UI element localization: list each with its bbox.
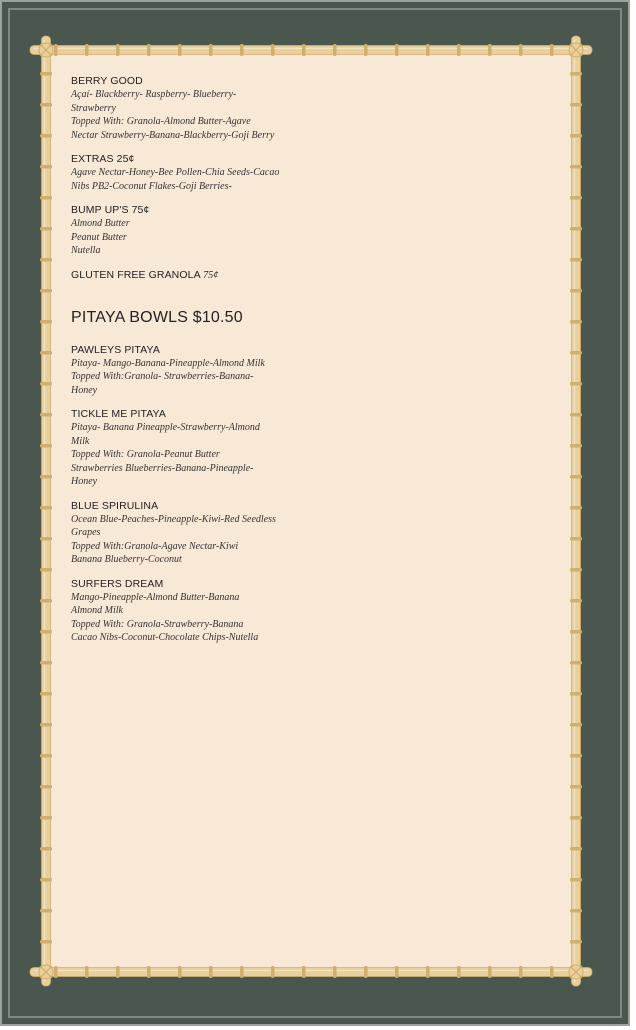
bamboo-node — [570, 413, 582, 417]
bamboo-node — [570, 196, 582, 200]
bamboo-node — [570, 661, 582, 665]
item-desc-line: Strawberry — [71, 102, 116, 114]
bamboo-node — [40, 506, 52, 510]
bamboo-pole-right — [572, 36, 581, 986]
bamboo-node — [457, 966, 461, 978]
bamboo-node — [40, 785, 52, 789]
bamboo-node — [570, 165, 582, 169]
bamboo-node — [271, 966, 275, 978]
item-desc-line: Honey — [71, 384, 98, 396]
bamboo-node — [40, 320, 52, 324]
bamboo-node — [40, 692, 52, 696]
bamboo-node — [54, 44, 58, 56]
bamboo-node — [40, 227, 52, 231]
bamboo-pole-top — [30, 46, 592, 55]
item-desc-line: Strawberries Blueberries-Banana-Pineapple- — [71, 462, 254, 474]
bamboo-node — [40, 568, 52, 572]
bamboo-node — [426, 966, 430, 978]
bamboo-node — [488, 44, 492, 56]
bamboo-node — [333, 44, 337, 56]
item-title: SURFERS DREAM — [71, 577, 164, 590]
bamboo-node — [570, 537, 582, 541]
bamboo-node — [570, 134, 582, 138]
bamboo-node — [570, 506, 582, 510]
bamboo-node — [147, 44, 151, 56]
item-desc-line: Açaí- Blackberry- Raspberry- Blueberry- — [71, 89, 237, 100]
bamboo-node — [333, 966, 337, 978]
bamboo-node — [40, 289, 52, 293]
bamboo-node — [570, 847, 582, 851]
bamboo-pole-left — [42, 36, 51, 986]
menu-item-berry-good — [71, 74, 303, 142]
bamboo-node — [519, 966, 523, 978]
item-title: BERRY GOOD — [71, 75, 143, 87]
bamboo-pole-bottom — [30, 968, 592, 977]
bamboo-node — [570, 227, 582, 231]
item-desc-line: Nutella — [71, 245, 101, 256]
bamboo-node — [570, 103, 582, 107]
bamboo-node — [85, 44, 89, 56]
item-title: EXTRAS 25¢ — [71, 153, 135, 165]
menu-item-gluten-free-granola — [71, 268, 303, 283]
bamboo-node — [54, 966, 58, 978]
bamboo-node — [209, 44, 213, 56]
bamboo-node — [40, 444, 52, 448]
item-desc-line: Topped With: Granola-Almond Butter-Agave — [71, 116, 251, 127]
bamboo-node — [40, 413, 52, 417]
bamboo-node — [488, 966, 492, 978]
bamboo-node — [240, 966, 244, 978]
bamboo-node — [570, 816, 582, 820]
item-desc-line: Grapes — [71, 527, 101, 538]
menu-content — [71, 74, 303, 655]
bamboo-node — [570, 382, 582, 386]
item-title: BUMP UP'S 75¢ — [71, 204, 150, 216]
bamboo-node — [40, 878, 52, 882]
bamboo-node — [570, 568, 582, 572]
bamboo-node — [40, 754, 52, 758]
bamboo-node — [40, 940, 52, 944]
bamboo-node — [570, 723, 582, 727]
item-desc-line: Agave Nectar-Honey-Bee Pollen-Chia Seeds-Cacao — [71, 167, 280, 178]
bamboo-node — [457, 44, 461, 56]
bamboo-node — [116, 44, 120, 56]
item-desc-line: Pitaya- Mango-Banana-Pineapple-Almond Milk — [71, 357, 265, 369]
bamboo-node — [395, 966, 399, 978]
bamboo-node — [570, 785, 582, 789]
item-desc-line: Nibs PB2-Coconut Flakes-Goji Berries- — [71, 180, 232, 192]
item-desc-line: Nectar Strawberry-Banana-Blackberry-Goji Berry — [71, 129, 275, 141]
bamboo-node — [550, 966, 554, 978]
item-desc-line: Topped With:Granola-Agave Nectar-Kiwi — [71, 540, 239, 552]
item-title: BLUE SPIRULINA — [71, 499, 159, 512]
item-desc-line: Ocean Blue-Peaches-Pineapple-Kiwi-Red Seedless — [71, 513, 276, 525]
bamboo-node — [40, 258, 52, 262]
bamboo-node — [570, 878, 582, 882]
item-desc-line: Milk — [71, 435, 90, 447]
item-desc-line: Banana Blueberry-Coconut — [71, 554, 182, 565]
bamboo-node — [40, 196, 52, 200]
menu-item-tickle-me-pitaya — [71, 407, 303, 489]
bamboo-node — [40, 723, 52, 727]
item-title: PAWLEYS PITAYA — [71, 343, 160, 356]
bamboo-node — [40, 909, 52, 913]
bamboo-node — [40, 165, 52, 169]
item-desc-line: Almond Milk — [71, 605, 123, 616]
bamboo-node — [570, 258, 582, 262]
bamboo-node — [40, 661, 52, 665]
bamboo-node — [40, 475, 52, 479]
bamboo-node — [570, 692, 582, 696]
bamboo-node — [364, 966, 368, 978]
item-desc-line: Peanut Butter — [71, 231, 127, 243]
bamboo-node — [40, 816, 52, 820]
bamboo-node — [178, 966, 182, 978]
item-desc-line: Topped With: Granola-Strawberry-Banana — [71, 618, 244, 630]
bamboo-node — [40, 134, 52, 138]
item-desc-line: Honey — [71, 476, 98, 487]
item-desc-line: Cacao Nibs-Coconut-Chocolate Chips-Nutella — [71, 632, 259, 643]
bamboo-node — [550, 44, 554, 56]
bamboo-node — [302, 966, 306, 978]
bamboo-node — [40, 351, 52, 355]
bamboo-node — [570, 320, 582, 324]
bamboo-node — [570, 351, 582, 355]
gluten-free-price: 75¢ — [203, 269, 219, 281]
bamboo-node — [570, 630, 582, 634]
bamboo-node — [240, 44, 244, 56]
menu-item-pawleys-pitaya — [71, 343, 303, 398]
bamboo-node — [570, 289, 582, 293]
item-title: TICKLE ME PITAYA — [71, 408, 166, 420]
bamboo-node — [85, 966, 89, 978]
menu-item-extras — [71, 152, 303, 193]
bamboo-node — [116, 966, 120, 978]
item-desc-line: Pitaya- Banana Pineapple-Strawberry-Almond — [71, 422, 260, 433]
bamboo-node — [570, 475, 582, 479]
bamboo-node — [519, 44, 523, 56]
bamboo-node — [271, 44, 275, 56]
bamboo-node — [302, 44, 306, 56]
bamboo-node — [40, 847, 52, 851]
bamboo-node — [570, 940, 582, 944]
item-desc-line: Topped With:Granola- Strawberries-Banana- — [71, 371, 254, 382]
bamboo-node — [40, 599, 52, 603]
bamboo-node — [570, 754, 582, 758]
bamboo-node — [40, 630, 52, 634]
bamboo-node — [209, 966, 213, 978]
bamboo-node — [40, 382, 52, 386]
item-desc-line: Mango-Pineapple-Almond Butter-Banana — [71, 591, 240, 603]
menu-item-bump-ups — [71, 203, 303, 258]
menu-item-surfers-dream — [71, 577, 303, 645]
bamboo-node — [178, 44, 182, 56]
bamboo-node — [570, 72, 582, 76]
bamboo-node — [426, 44, 430, 56]
item-desc-line: Almond Butter — [71, 218, 130, 229]
bamboo-node — [395, 44, 399, 56]
bamboo-node — [40, 72, 52, 76]
item-desc-line: Topped With: Granola-Peanut Butter — [71, 449, 220, 460]
gluten-free-line — [71, 268, 303, 283]
bamboo-node — [364, 44, 368, 56]
bamboo-node — [40, 537, 52, 541]
bamboo-node — [570, 909, 582, 913]
pitaya-section-heading: PITAYA BOWLS $10.50 — [71, 308, 243, 326]
gluten-free-label: GLUTEN FREE GRANOLA — [71, 268, 201, 281]
bamboo-node — [147, 966, 151, 978]
bamboo-node — [570, 444, 582, 448]
menu-item-blue-spirulina — [71, 499, 303, 567]
bamboo-node — [40, 103, 52, 107]
bamboo-node — [570, 599, 582, 603]
